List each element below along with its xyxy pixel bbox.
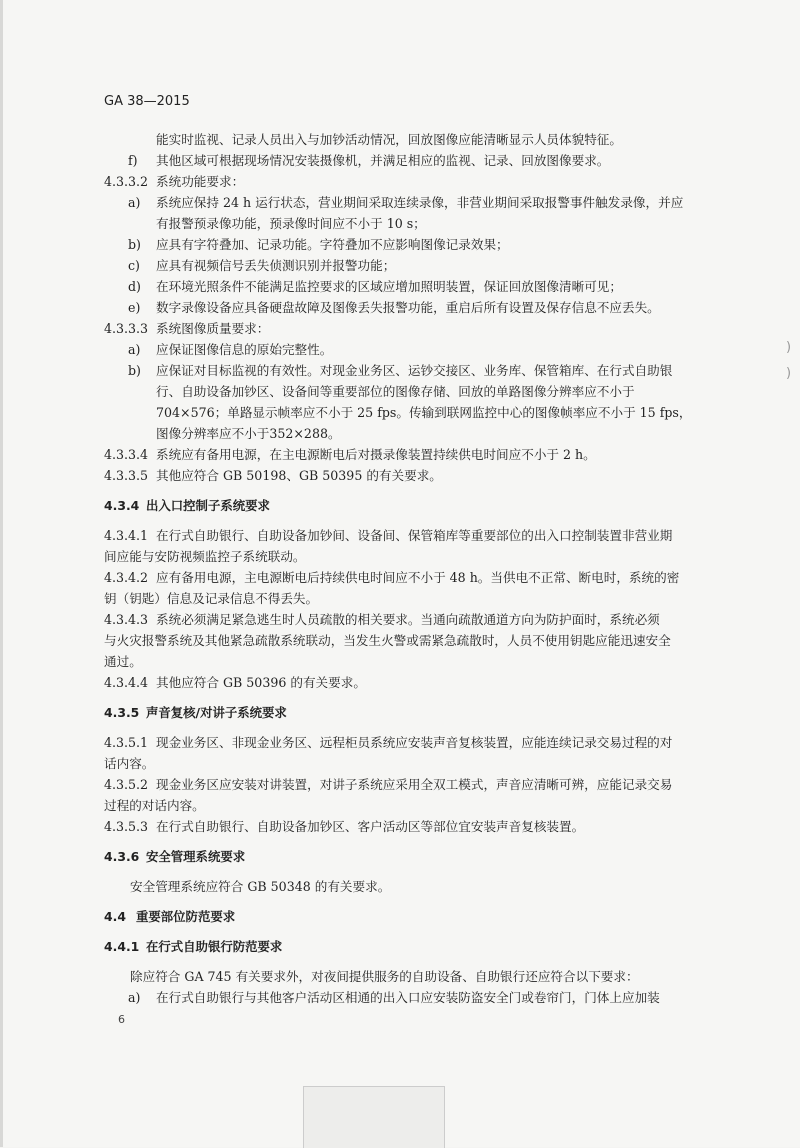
body-line: 应保证对目标监视的有效性。对现金业务区、运钞交接区、业务库、保管箱库、在行式自助银: [156, 363, 673, 378]
body-line: 在行式自助银行、自助设备加钞区、客户活动区等部位宜安装声音复核装置。: [156, 819, 585, 834]
body-line: 间应能与安防视频监控子系统联动。: [104, 549, 306, 564]
body-line: 系统功能要求：: [156, 174, 245, 189]
body-line: 除应符合 GA 745 有关要求外，对夜间提供服务的自助设备、自助银行还应符合以下要求：: [130, 969, 639, 984]
clause-number: 4.3.4.3: [104, 612, 149, 627]
clause-number: 4.3.3.3: [104, 321, 149, 336]
body-line: 系统图像质量要求：: [156, 321, 270, 336]
section-number: 4.3.6: [104, 849, 140, 864]
body-line: 其他区域可根据现场情况安装摄像机，并满足相应的监视、记录、回放图像要求。: [156, 153, 610, 168]
section-heading: 声音复核/对讲子系统要求: [146, 705, 287, 720]
section-heading: 安全管理系统要求: [146, 849, 246, 864]
list-label: e): [128, 300, 141, 315]
body-line: 有报警预录像功能，预录像时间应不小于 10 s；: [156, 216, 426, 231]
section-number: 4.3.4: [104, 498, 140, 513]
body-line: 系统应保持 24 h 运行状态，营业期间采取连续录像，非营业期间采取报警事件触发录像，并应: [156, 195, 684, 210]
body-line: 应具有视频信号丢失侦测识别并报警功能；: [156, 258, 396, 273]
list-label: c): [128, 258, 140, 273]
body-line: 行、自助设备加钞区、设备间等重要部位的图像存储、回放的单路图像分辨率应不小于: [156, 384, 635, 399]
standard-number: GA 38—2015: [104, 94, 190, 109]
section-heading: 在行式自助银行防范要求: [146, 939, 283, 954]
body-line: 与火灾报警系统及其他紧急疏散系统联动，当发生火警或需紧急疏散时，人员不使用钥匙应能迅速安全: [104, 633, 671, 648]
body-line: 现金业务区、非现金业务区、远程柜员系统应安装声音复核装置，应能连续记录交易过程的对: [156, 735, 673, 750]
section-number: 4.3.5: [104, 705, 140, 720]
clause-number: 4.3.4.1: [104, 528, 149, 543]
body-line: 704×576；单路显示帧率应不小于 25 fps。传输到联网监控中心的图像帧率应不小于 15 fps，: [156, 405, 692, 420]
body-line: 过程的对话内容。: [104, 798, 205, 813]
body-line: 在行式自助银行、自助设备加钞间、设备间、保管箱库等重要部位的出入口控制装置非营业期: [156, 528, 673, 543]
clause-number: 4.3.4.2: [104, 570, 149, 585]
list-label: a): [128, 342, 141, 357]
section-number: 4.4: [104, 909, 126, 924]
clause-number: 4.3.4.4: [104, 675, 149, 690]
binding-mark: ): [786, 340, 792, 355]
clause-number: 4.3.3.5: [104, 468, 149, 483]
list-label: b): [128, 237, 141, 252]
list-label: f): [128, 153, 138, 168]
body-line: 系统应有备用电源，在主电源断电后对摄录像装置持续供电时间应不小于 2 h。: [156, 447, 596, 462]
body-line: 应保证图像信息的原始完整性。: [156, 342, 333, 357]
body-line: 通过。: [104, 654, 142, 669]
list-label: a): [128, 990, 141, 1005]
body-line: 其他应符合 GB 50396 的有关要求。: [156, 675, 366, 690]
body-line: 现金业务区应安装对讲装置，对讲子系统应采用全双工模式，声音应清晰可辨，应能记录交易: [156, 777, 673, 792]
list-label: d): [128, 279, 141, 294]
scan-bottom-strip: [303, 1086, 445, 1148]
body-line: 安全管理系统应符合 GB 50348 的有关要求。: [130, 879, 391, 894]
body-line: 应具有字符叠加、记录功能。字符叠加不应影响图像记录效果；: [156, 237, 509, 252]
body-line: 应有备用电源，主电源断电后持续供电时间应不小于 48 h。当供电不正常、断电时，系统的密: [156, 570, 680, 585]
body-line: 其他应符合 GB 50198、GB 50395 的有关要求。: [156, 468, 442, 483]
binding-mark: ): [786, 366, 792, 381]
scan-edge: [0, 0, 3, 1147]
clause-number: 4.3.3.4: [104, 447, 149, 462]
clause-number: 4.3.5.3: [104, 819, 149, 834]
section-heading: 重要部位防范要求: [136, 909, 236, 924]
body-line: 能实时监视、记录人员出入与加钞活动情况，回放图像应能清晰显示人员体貌特征。: [156, 132, 622, 147]
body-line: 在行式自助银行与其他客户活动区相通的出入口应安装防盗安全门或卷帘门，门体上应加装: [156, 990, 660, 1005]
section-heading: 出入口控制子系统要求: [146, 498, 270, 513]
clause-number: 4.3.5.1: [104, 735, 149, 750]
clause-number: 4.3.3.2: [104, 174, 149, 189]
body-line: 系统必须满足紧急逃生时人员疏散的相关要求。当通向疏散通道方向为防护面时，系统必须: [156, 612, 660, 627]
list-label: b): [128, 363, 141, 378]
body-line: 图像分辨率应不小于352×288。: [156, 426, 341, 441]
page-number: 6: [118, 1013, 125, 1026]
clause-number: 4.3.5.2: [104, 777, 149, 792]
section-number: 4.4.1: [104, 939, 140, 954]
body-line: 钥（钥匙）信息及记录信息不得丢失。: [104, 591, 319, 606]
body-line: 数字录像设备应具备硬盘故障及图像丢失报警功能，重启后所有设置及保存信息不应丢失。: [156, 300, 660, 315]
list-label: a): [128, 195, 141, 210]
body-line: 在环境光照条件不能满足监控要求的区域应增加照明装置，保证回放图像清晰可见；: [156, 279, 622, 294]
body-line: 话内容。: [104, 756, 155, 771]
